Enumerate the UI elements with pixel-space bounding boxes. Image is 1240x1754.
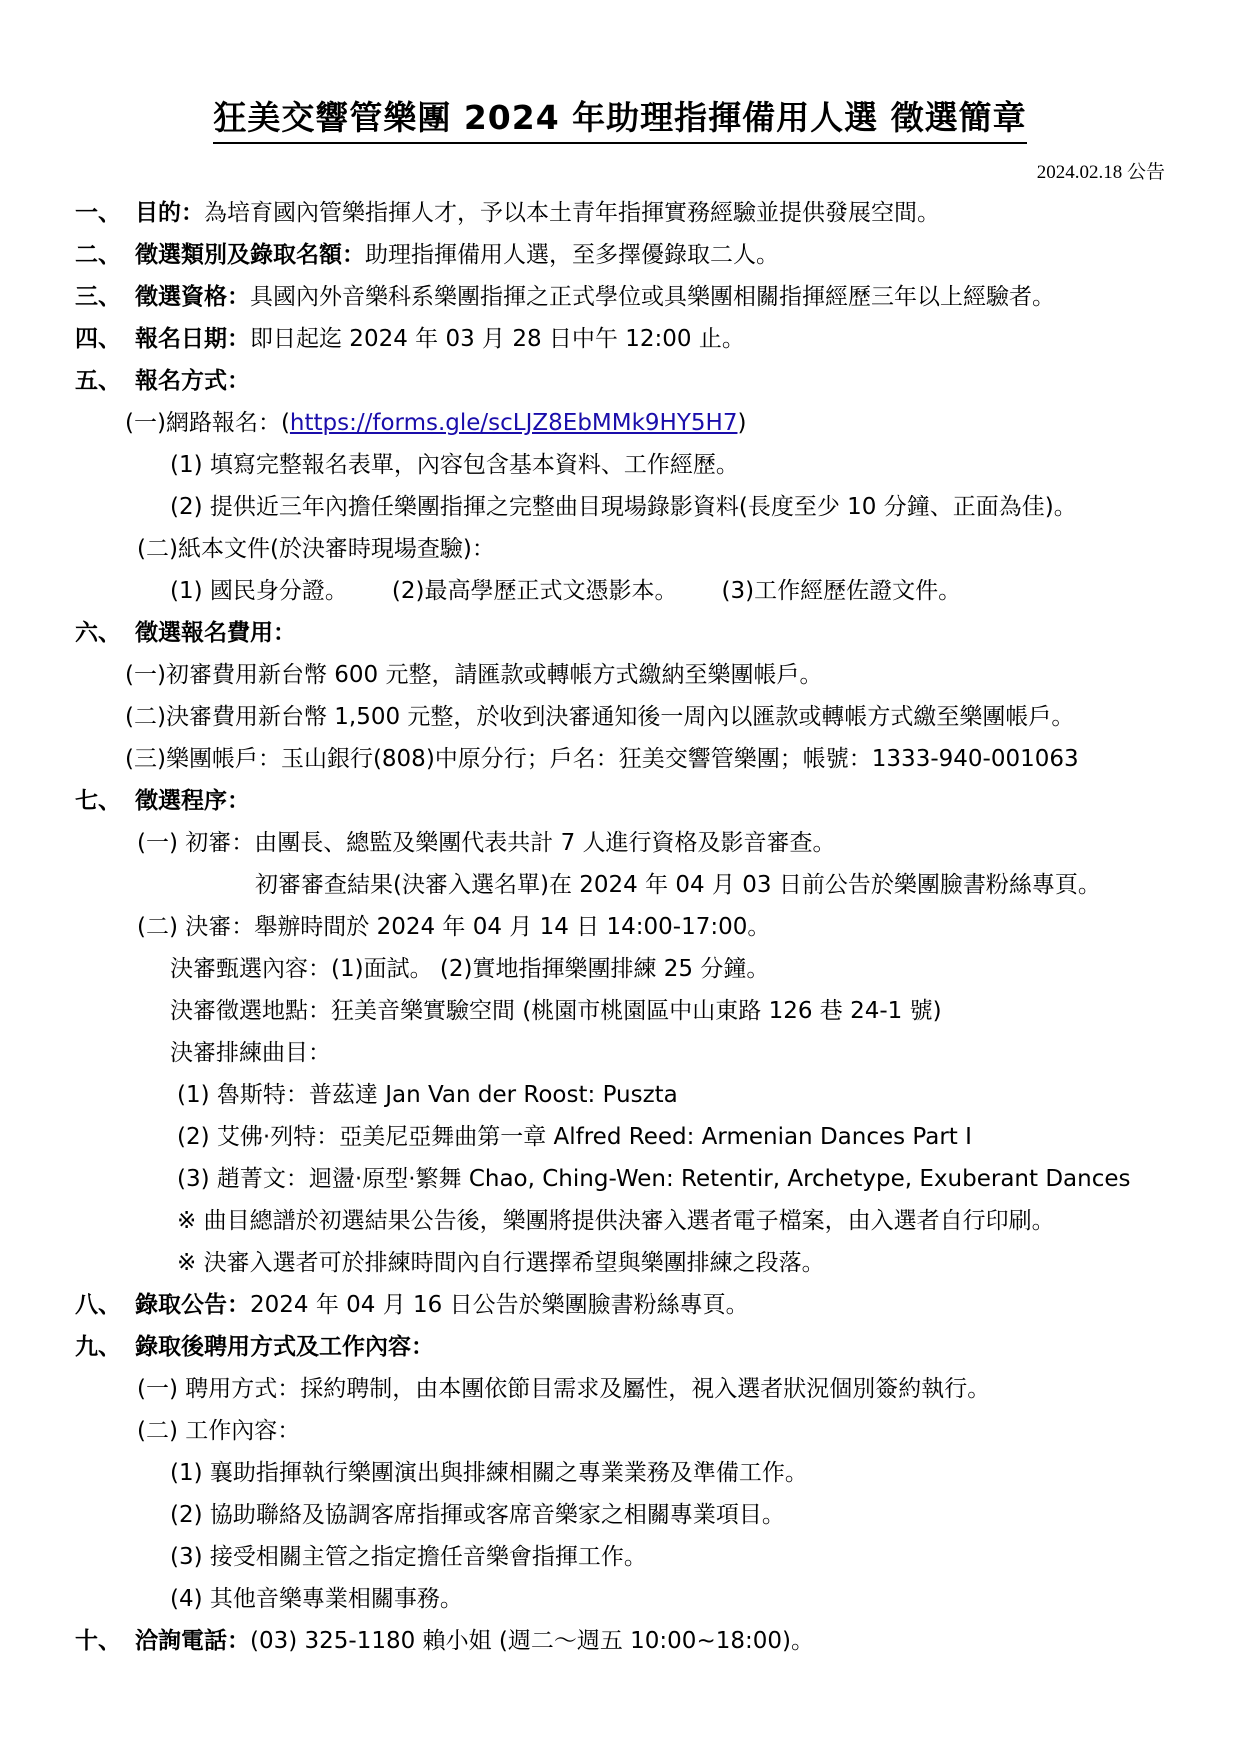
section-1: 一、 目的：為培育國內管樂指揮人才，予以本土青年指揮實務經驗並提供發展空間。 — [75, 200, 940, 226]
section-5: 五、 報名方式： — [75, 368, 250, 394]
registration-form-link[interactable]: https://forms.gle/scLJZ8EbMMk9HY5H7 — [289, 410, 738, 436]
document-title: 狂美交響管樂團 2024 年助理指揮備用人選 徵選簡章 — [0, 92, 1240, 144]
note-2: ※ 決審入選者可於排練時間內自行選擇希望與樂團排練之段落。 — [177, 1250, 825, 1276]
section-6: 六、 徵選報名費用： — [75, 620, 296, 646]
section-4: 四、 報名日期：即日起迄 2024 年 03 月 28 日中午 12:00 止。 — [75, 326, 745, 352]
work-item-3: (3) 接受相關主管之指定擔任音樂會指揮工作。 — [170, 1544, 647, 1570]
repertoire-item-2: (2) 艾佛·列特：亞美尼亞舞曲第一章 Alfred Reed: Armenian Dances Part I — [177, 1124, 972, 1150]
bank-account: (三)樂團帳戶：玉山銀行(808)中原分行；戶名：狂美交響管樂團；帳號：1333-940-001063 — [125, 746, 1079, 772]
final-review: (二) 決審：舉辦時間於 2024 年 04 月 14 日 14:00-17:00。 — [137, 914, 771, 940]
section-10: 十、 洽詢電話：(03) 325-1180 賴小姐 (週二～週五 10:00~18:00)。 — [75, 1628, 814, 1654]
online-item-2: (2) 提供近三年內擔任樂團指揮之完整曲目現場錄影資料(長度至少 10 分鐘、正面為佳)。 — [170, 494, 1077, 520]
repertoire-item-3: (3) 趙菁文：迴盪·原型·繁舞 Chao, Ching-Wen: Retentir, Archetype, Exuberant Dances — [177, 1166, 1131, 1192]
fee-initial: (一)初審費用新台幣 600 元整，請匯款或轉帳方式繳納至樂團帳戶。 — [125, 662, 823, 688]
initial-review: (一) 初審：由團長、總監及樂團代表共計 7 人進行資格及影音審查。 — [137, 830, 836, 856]
repertoire-item-1: (1) 魯斯特：普茲達 Jan Van der Roost: Puszta — [177, 1082, 678, 1108]
final-repertoire-heading: 決審排練曲目： — [170, 1040, 331, 1066]
online-item-1: (1) 填寫完整報名表單，內容包含基本資料、工作經歷。 — [170, 452, 739, 478]
section-7: 七、 徵選程序： — [75, 788, 250, 814]
final-review-content: 決審甄選內容：(1)面試。 (2)實地指揮樂團排練 25 分鐘。 — [170, 956, 770, 982]
paper-documents: (二)紙本文件(於決審時現場查驗)： — [137, 536, 495, 562]
note-1: ※ 曲目總譜於初選結果公告後，樂團將提供決審入選者電子檔案，由入選者自行印刷。 — [177, 1208, 1055, 1234]
work-item-4: (4) 其他音樂專業相關事務。 — [170, 1586, 463, 1612]
section-8: 八、 錄取公告：2024 年 04 月 16 日公告於樂團臉書粉絲專頁。 — [75, 1292, 749, 1318]
section-3: 三、 徵選資格：具國內外音樂科系樂團指揮之正式學位或具樂團相關指揮經歷三年以上經驗者。 — [75, 284, 1055, 310]
section-2: 二、 徵選類別及錄取名額：助理指揮備用人選，至多擇優錄取二人。 — [75, 242, 779, 268]
announcement-date: 2024.02.18 公告 — [1036, 162, 1165, 183]
section-9: 九、 錄取後聘用方式及工作內容： — [75, 1334, 434, 1360]
fee-final: (二)決審費用新台幣 1,500 元整，於收到決審通知後一周內以匯款或轉帳方式繳至樂團帳戶。 — [125, 704, 1075, 730]
paper-items: (1) 國民身分證。 (2)最高學歷正式文憑影本。 (3)工作經歷佐證文件。 — [170, 578, 962, 604]
online-registration: (一)網路報名：(https://forms.gle/scLJZ8EbMMk9HY5H7) — [125, 410, 747, 436]
work-item-2: (2) 協助聯絡及協調客席指揮或客席音樂家之相關專業項目。 — [170, 1502, 785, 1528]
final-review-venue: 決審徵選地點：狂美音樂實驗空間 (桃園市桃園區中山東路 126 巷 24-1 號) — [170, 998, 942, 1024]
employment-method: (一) 聘用方式：採約聘制，由本團依節目需求及屬性，視入選者狀況個別簽約執行。 — [137, 1376, 991, 1402]
initial-review-result: 初審審查結果(決審入選名單)在 2024 年 04 月 03 日前公告於樂團臉書粉絲專頁。 — [255, 872, 1101, 898]
document-body — [75, 192, 1185, 1662]
work-content-heading: (二) 工作內容： — [137, 1418, 301, 1444]
work-item-1: (1) 襄助指揮執行樂團演出與排練相關之專業業務及準備工作。 — [170, 1460, 808, 1486]
